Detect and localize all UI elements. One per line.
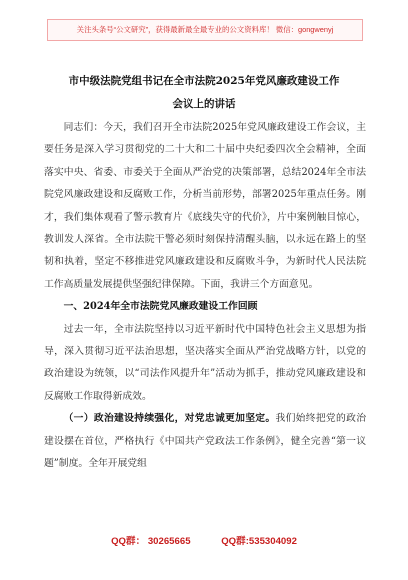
paragraph-2: 过去一年，全市法院坚持以习近平新时代中国特色社会主义思想为指导，深入贯彻习近平法治思想，坚决落实全面从严治党战略方针，以党的政治建设为统领，以“司法作风提升年”活动为抓手，推动党风廉政建设和反腐败工作取得新成效。 [44, 323, 366, 402]
subsection-1 [44, 408, 366, 475]
greeting: 同志们： [63, 122, 104, 133]
qq-group-2: QQ群:535304092 [221, 536, 297, 547]
opening-paragraph [44, 117, 366, 296]
subsection-1-text: 我们始终把党的政治建设摆在首位，严格执行《中国共产党政法工作条例》，健全完善“第一议题”制度。全年开展党组 [44, 413, 367, 470]
paragraph-1: 今天，我们召开全市法院2025年党风廉政建设工作会议，主要任务是深入学习贯彻党的二十大和二十届中央纪委四次全会精神，全面落实中央、省委、市委关于全面从严治党的决策部署，总结2024年全市法院党风廉政建设和反腐败工作，分析当前形势，部署2025年重点任务。刚才，我们集体观看了警示教育片《底线失守的代价》，片中案例触目惊心，教训发人深省。全市法院干警必须时刻保持清醒头脑，以永远在路上的坚韧和执着，坚定不移推进党风廉政建设和反腐败斗争，为新时代人民法院工作高质量发展提供坚强纪律保障。下面，我讲三个方面意见。 [44, 122, 366, 290]
qq-group-1: QQ群： 30265665 [111, 536, 191, 547]
footer-contact [40, 533, 368, 547]
title-line-2: 会议上的讲话 [172, 98, 236, 110]
section-heading-1: 一、2024年全市法院党风廉政建设工作回顾 [63, 301, 258, 313]
promo-banner: 关注头条号“公文研究”，获得最新最全最专业的公文资料库！ 微信：gongwenyj [47, 19, 363, 41]
document-body [44, 117, 366, 476]
subsection-1-lead: （一）政治建设持续强化，对党忠诚更加坚定。 [63, 413, 276, 425]
document-title [40, 70, 368, 116]
title-line-1: 市中级法院党组书记在全市法院2025年党风廉政建设工作 [68, 75, 340, 87]
